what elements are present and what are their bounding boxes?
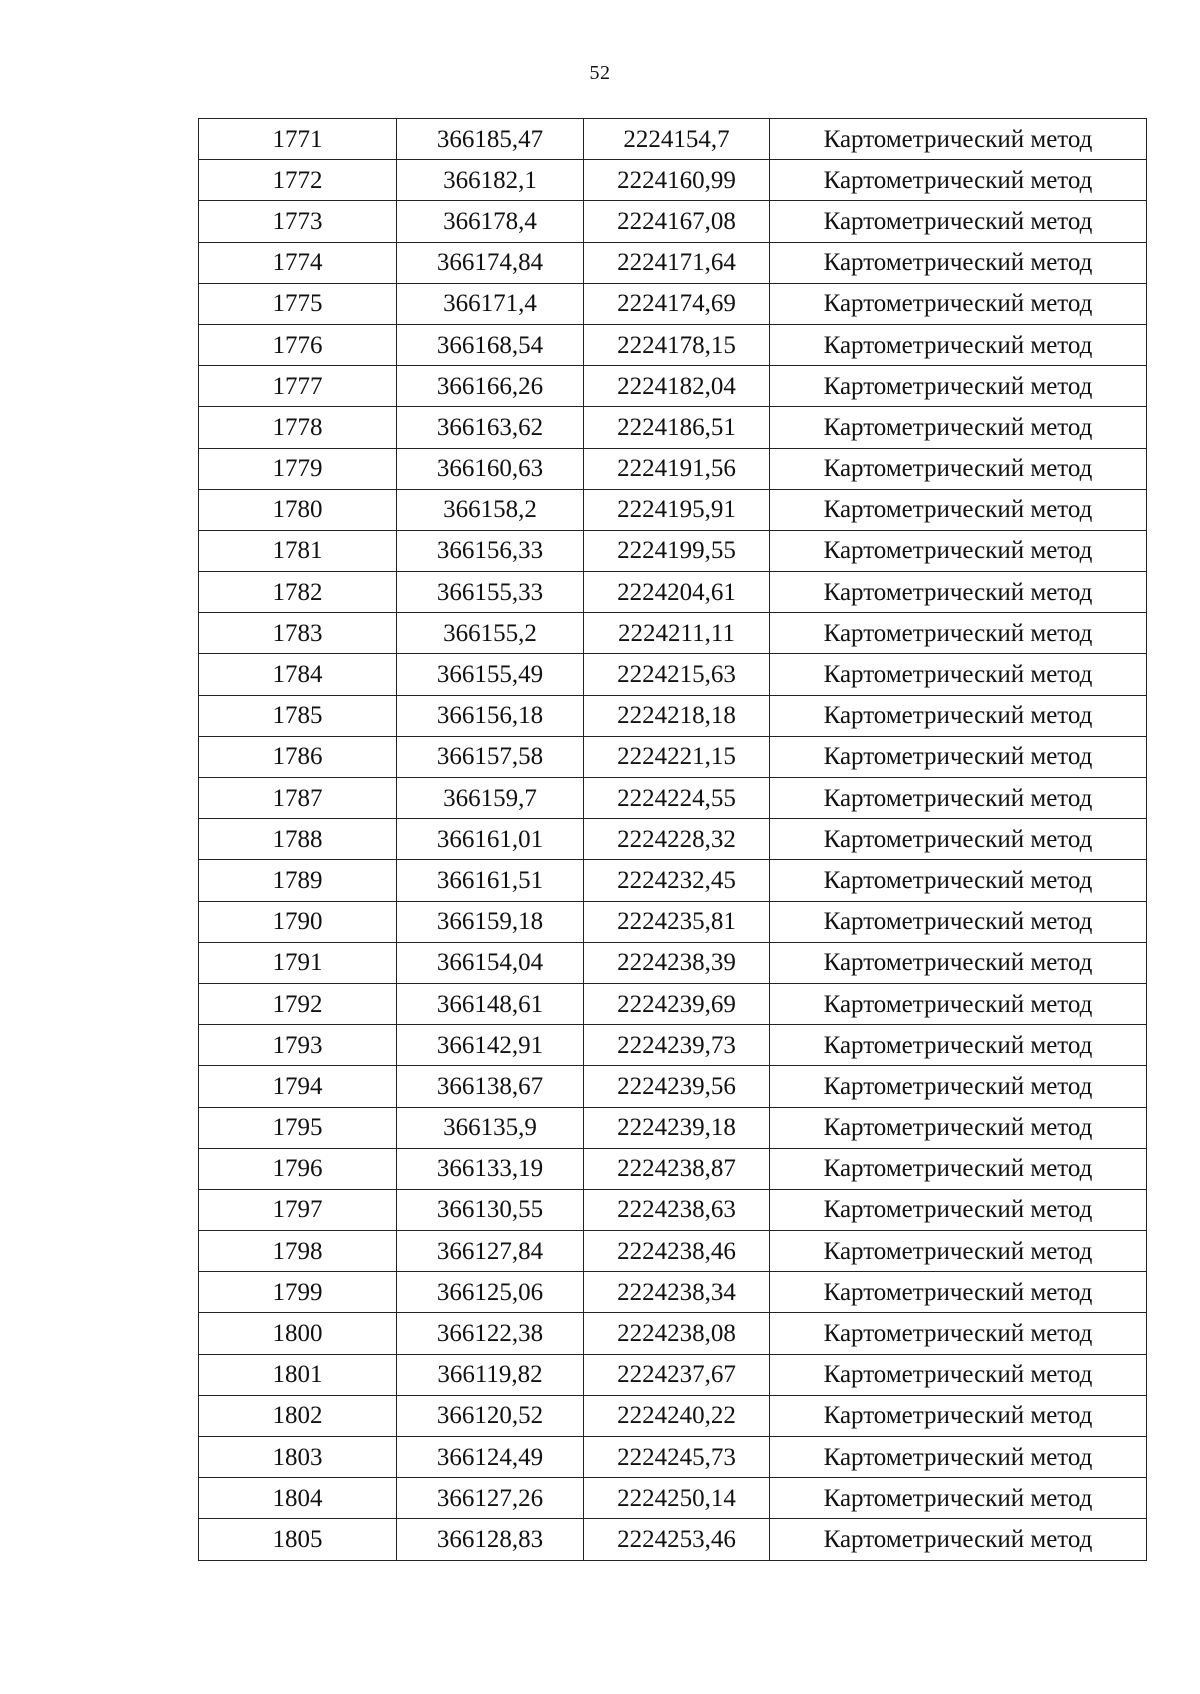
x-coordinate-cell: 366154,04	[397, 942, 584, 983]
y-coordinate-cell: 2224199,55	[584, 530, 770, 571]
method-cell: Картометрический метод	[770, 736, 1147, 777]
point-number-cell: 1797	[199, 1189, 397, 1230]
table-row	[199, 366, 1147, 407]
method-cell: Картометрический метод	[770, 1025, 1147, 1066]
point-number-cell: 1799	[199, 1272, 397, 1313]
y-coordinate-cell: 2224154,7	[584, 119, 770, 160]
table-row	[199, 448, 1147, 489]
x-coordinate-cell: 366128,83	[397, 1519, 584, 1560]
point-number-cell: 1794	[199, 1066, 397, 1107]
y-coordinate-cell: 2224245,73	[584, 1437, 770, 1478]
point-number-cell: 1774	[199, 242, 397, 283]
table-row	[199, 736, 1147, 777]
y-coordinate-cell: 2224171,64	[584, 242, 770, 283]
method-cell: Картометрический метод	[770, 283, 1147, 324]
table-row	[199, 1066, 1147, 1107]
y-coordinate-cell: 2224238,39	[584, 942, 770, 983]
method-cell: Картометрический метод	[770, 613, 1147, 654]
y-coordinate-cell: 2224232,45	[584, 860, 770, 901]
point-number-cell: 1775	[199, 283, 397, 324]
table-row	[199, 572, 1147, 613]
point-number-cell: 1798	[199, 1231, 397, 1272]
table-row	[199, 901, 1147, 942]
point-number-cell: 1783	[199, 613, 397, 654]
table-row	[199, 819, 1147, 860]
method-cell: Картометрический метод	[770, 1313, 1147, 1354]
table-row	[199, 1231, 1147, 1272]
y-coordinate-cell: 2224215,63	[584, 654, 770, 695]
y-coordinate-cell: 2224228,32	[584, 819, 770, 860]
method-cell: Картометрический метод	[770, 983, 1147, 1024]
x-coordinate-cell: 366155,2	[397, 613, 584, 654]
y-coordinate-cell: 2224235,81	[584, 901, 770, 942]
point-number-cell: 1801	[199, 1354, 397, 1395]
x-coordinate-cell: 366135,9	[397, 1107, 584, 1148]
x-coordinate-cell: 366148,61	[397, 983, 584, 1024]
y-coordinate-cell: 2224178,15	[584, 324, 770, 365]
x-coordinate-cell: 366138,67	[397, 1066, 584, 1107]
point-number-cell: 1787	[199, 778, 397, 819]
point-number-cell: 1779	[199, 448, 397, 489]
method-cell: Картометрический метод	[770, 489, 1147, 530]
y-coordinate-cell: 2224167,08	[584, 201, 770, 242]
x-coordinate-cell: 366130,55	[397, 1189, 584, 1230]
x-coordinate-cell: 366156,33	[397, 530, 584, 571]
table-row	[199, 1148, 1147, 1189]
y-coordinate-cell: 2224238,46	[584, 1231, 770, 1272]
x-coordinate-cell: 366178,4	[397, 201, 584, 242]
x-coordinate-cell: 366155,49	[397, 654, 584, 695]
table-row	[199, 1519, 1147, 1560]
point-number-cell: 1773	[199, 201, 397, 242]
x-coordinate-cell: 366160,63	[397, 448, 584, 489]
point-number-cell: 1771	[199, 119, 397, 160]
x-coordinate-cell: 366127,84	[397, 1231, 584, 1272]
x-coordinate-cell: 366125,06	[397, 1272, 584, 1313]
point-number-cell: 1789	[199, 860, 397, 901]
x-coordinate-cell: 366161,51	[397, 860, 584, 901]
point-number-cell: 1792	[199, 983, 397, 1024]
table-row	[199, 1189, 1147, 1230]
point-number-cell: 1772	[199, 160, 397, 201]
y-coordinate-cell: 2224238,63	[584, 1189, 770, 1230]
x-coordinate-cell: 366157,58	[397, 736, 584, 777]
y-coordinate-cell: 2224211,11	[584, 613, 770, 654]
coordinates-table	[198, 118, 1147, 1561]
y-coordinate-cell: 2224238,87	[584, 1148, 770, 1189]
method-cell: Картометрический метод	[770, 1272, 1147, 1313]
point-number-cell: 1805	[199, 1519, 397, 1560]
table-row	[199, 983, 1147, 1024]
table-row	[199, 201, 1147, 242]
point-number-cell: 1785	[199, 695, 397, 736]
point-number-cell: 1793	[199, 1025, 397, 1066]
point-number-cell: 1776	[199, 324, 397, 365]
y-coordinate-cell: 2224239,69	[584, 983, 770, 1024]
x-coordinate-cell: 366119,82	[397, 1354, 584, 1395]
method-cell: Картометрический метод	[770, 1519, 1147, 1560]
table-row	[199, 1107, 1147, 1148]
x-coordinate-cell: 366142,91	[397, 1025, 584, 1066]
x-coordinate-cell: 366171,4	[397, 283, 584, 324]
page-number: 52	[589, 62, 611, 84]
table-row	[199, 654, 1147, 695]
y-coordinate-cell: 2224224,55	[584, 778, 770, 819]
point-number-cell: 1788	[199, 819, 397, 860]
table-row	[199, 160, 1147, 201]
method-cell: Картометрический метод	[770, 1478, 1147, 1519]
table-row	[199, 1354, 1147, 1395]
x-coordinate-cell: 366182,1	[397, 160, 584, 201]
x-coordinate-cell: 366166,26	[397, 366, 584, 407]
y-coordinate-cell: 2224238,08	[584, 1313, 770, 1354]
method-cell: Картометрический метод	[770, 160, 1147, 201]
x-coordinate-cell: 366155,33	[397, 572, 584, 613]
y-coordinate-cell: 2224250,14	[584, 1478, 770, 1519]
method-cell: Картометрический метод	[770, 572, 1147, 613]
table-row	[199, 119, 1147, 160]
table-row	[199, 942, 1147, 983]
x-coordinate-cell: 366174,84	[397, 242, 584, 283]
table-row	[199, 1272, 1147, 1313]
x-coordinate-cell: 366185,47	[397, 119, 584, 160]
x-coordinate-cell: 366133,19	[397, 1148, 584, 1189]
point-number-cell: 1777	[199, 366, 397, 407]
y-coordinate-cell: 2224237,67	[584, 1354, 770, 1395]
y-coordinate-cell: 2224160,99	[584, 160, 770, 201]
table-row	[199, 1478, 1147, 1519]
method-cell: Картометрический метод	[770, 1189, 1147, 1230]
method-cell: Картометрический метод	[770, 1066, 1147, 1107]
y-coordinate-cell: 2224186,51	[584, 407, 770, 448]
table-row	[199, 1313, 1147, 1354]
table-row	[199, 530, 1147, 571]
point-number-cell: 1780	[199, 489, 397, 530]
x-coordinate-cell: 366159,7	[397, 778, 584, 819]
y-coordinate-cell: 2224191,56	[584, 448, 770, 489]
point-number-cell: 1802	[199, 1395, 397, 1436]
point-number-cell: 1782	[199, 572, 397, 613]
method-cell: Картометрический метод	[770, 1231, 1147, 1272]
method-cell: Картометрический метод	[770, 901, 1147, 942]
method-cell: Картометрический метод	[770, 1437, 1147, 1478]
point-number-cell: 1796	[199, 1148, 397, 1189]
method-cell: Картометрический метод	[770, 1107, 1147, 1148]
method-cell: Картометрический метод	[770, 324, 1147, 365]
y-coordinate-cell: 2224239,73	[584, 1025, 770, 1066]
point-number-cell: 1803	[199, 1437, 397, 1478]
x-coordinate-cell: 366158,2	[397, 489, 584, 530]
x-coordinate-cell: 366127,26	[397, 1478, 584, 1519]
point-number-cell: 1804	[199, 1478, 397, 1519]
y-coordinate-cell: 2224182,04	[584, 366, 770, 407]
point-number-cell: 1790	[199, 901, 397, 942]
method-cell: Картометрический метод	[770, 819, 1147, 860]
table-row	[199, 283, 1147, 324]
method-cell: Картометрический метод	[770, 778, 1147, 819]
method-cell: Картометрический метод	[770, 654, 1147, 695]
table-row	[199, 778, 1147, 819]
y-coordinate-cell: 2224218,18	[584, 695, 770, 736]
x-coordinate-cell: 366161,01	[397, 819, 584, 860]
y-coordinate-cell: 2224174,69	[584, 283, 770, 324]
method-cell: Картометрический метод	[770, 201, 1147, 242]
y-coordinate-cell: 2224253,46	[584, 1519, 770, 1560]
y-coordinate-cell: 2224240,22	[584, 1395, 770, 1436]
method-cell: Картометрический метод	[770, 860, 1147, 901]
table-row	[199, 613, 1147, 654]
x-coordinate-cell: 366163,62	[397, 407, 584, 448]
x-coordinate-cell: 366159,18	[397, 901, 584, 942]
table-row	[199, 489, 1147, 530]
table-row	[199, 1437, 1147, 1478]
x-coordinate-cell: 366124,49	[397, 1437, 584, 1478]
x-coordinate-cell: 366122,38	[397, 1313, 584, 1354]
method-cell: Картометрический метод	[770, 530, 1147, 571]
table-row	[199, 242, 1147, 283]
point-number-cell: 1786	[199, 736, 397, 777]
method-cell: Картометрический метод	[770, 1354, 1147, 1395]
point-number-cell: 1791	[199, 942, 397, 983]
y-coordinate-cell: 2224238,34	[584, 1272, 770, 1313]
y-coordinate-cell: 2224221,15	[584, 736, 770, 777]
method-cell: Картометрический метод	[770, 1395, 1147, 1436]
y-coordinate-cell: 2224239,18	[584, 1107, 770, 1148]
x-coordinate-cell: 366120,52	[397, 1395, 584, 1436]
point-number-cell: 1784	[199, 654, 397, 695]
table-row	[199, 1395, 1147, 1436]
table-row	[199, 1025, 1147, 1066]
point-number-cell: 1778	[199, 407, 397, 448]
table-row	[199, 324, 1147, 365]
y-coordinate-cell: 2224204,61	[584, 572, 770, 613]
method-cell: Картометрический метод	[770, 242, 1147, 283]
method-cell: Картометрический метод	[770, 695, 1147, 736]
point-number-cell: 1795	[199, 1107, 397, 1148]
coordinates-table-body	[199, 119, 1147, 1561]
point-number-cell: 1800	[199, 1313, 397, 1354]
x-coordinate-cell: 366168,54	[397, 324, 584, 365]
x-coordinate-cell: 366156,18	[397, 695, 584, 736]
method-cell: Картометрический метод	[770, 366, 1147, 407]
method-cell: Картометрический метод	[770, 119, 1147, 160]
method-cell: Картометрический метод	[770, 942, 1147, 983]
y-coordinate-cell: 2224195,91	[584, 489, 770, 530]
table-row	[199, 860, 1147, 901]
method-cell: Картометрический метод	[770, 407, 1147, 448]
point-number-cell: 1781	[199, 530, 397, 571]
table-row	[199, 695, 1147, 736]
table-row	[199, 407, 1147, 448]
y-coordinate-cell: 2224239,56	[584, 1066, 770, 1107]
method-cell: Картометрический метод	[770, 448, 1147, 489]
method-cell: Картометрический метод	[770, 1148, 1147, 1189]
